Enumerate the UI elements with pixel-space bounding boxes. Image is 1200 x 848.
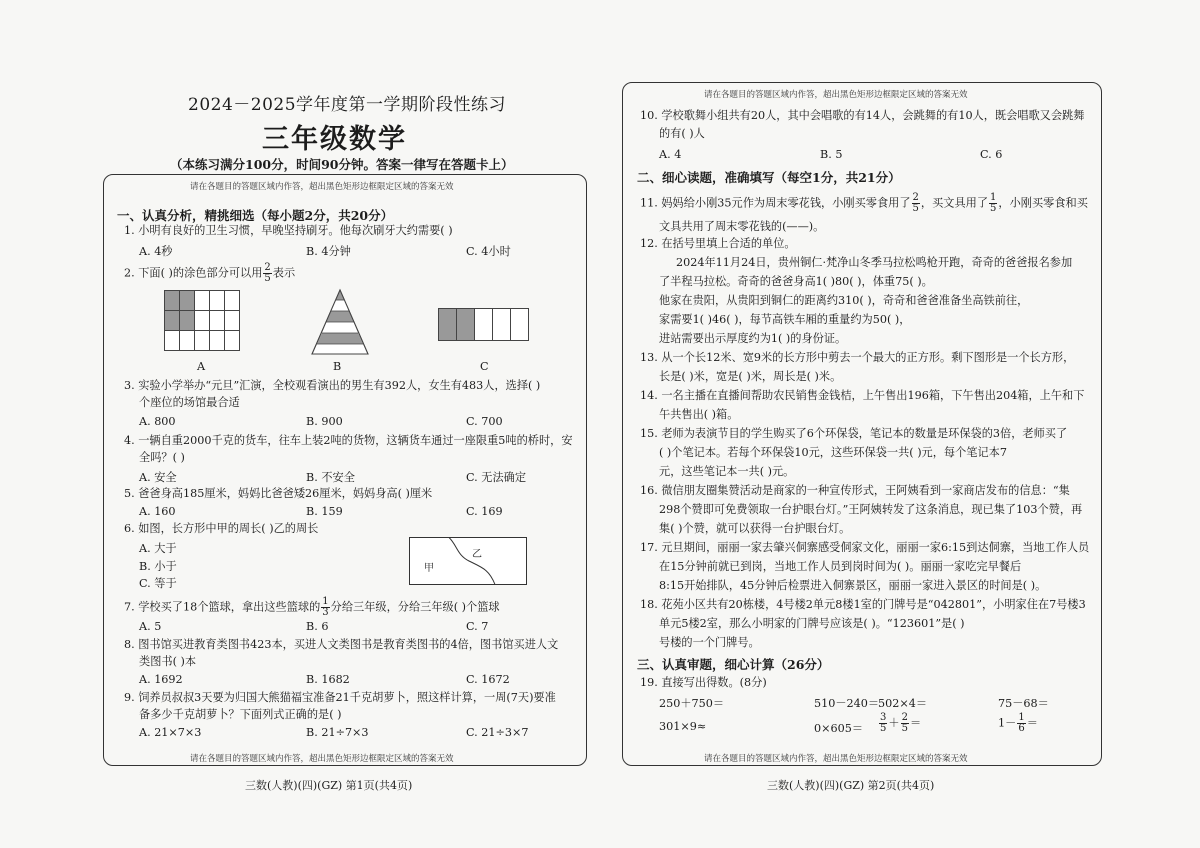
question-8-line2: 类图书( )本	[139, 655, 197, 668]
calc7-b-numerator: 2	[901, 712, 908, 723]
question-10-line1: 10. 学校歌舞小组共有20人，其中会唱歌的有14人，会跳舞的有10人，既会唱歌又会跳舞	[640, 109, 1085, 122]
q7-frac-numerator: 1	[322, 596, 329, 607]
question-11-line1	[640, 193, 1088, 214]
page2-footer: 三数(人教)(四)(GZ) 第2页(共4页)	[767, 779, 935, 792]
q2-frac-denominator: 5	[264, 273, 271, 284]
question-12-line1: 12. 在括号里填上合适的单位。	[640, 237, 796, 250]
q2-label-a: A	[197, 360, 206, 373]
calc7-frac-b	[901, 713, 909, 734]
q2-frac-numerator: 2	[264, 262, 271, 273]
question-7	[124, 597, 500, 618]
question-6: 6. 如图，长方形中甲的周长( )乙的周长	[124, 522, 319, 535]
question-3-line1: 3. 实验小学举办“元旦”汇演，全校观看演出的男生有392人，女生有483人，选择( )	[124, 379, 541, 392]
q11-text-mid: ，买文具用了	[920, 196, 989, 210]
q4-option-a: A. 安全	[139, 471, 177, 484]
calc7-a-numerator: 3	[880, 712, 887, 723]
question-11-line2: 文具共用了周末零花钱的(——)。	[659, 220, 825, 233]
q7-option-b: B. 6	[306, 620, 329, 633]
q6-label-jia: 甲	[424, 563, 434, 574]
section3-heading: 三、认真审题，细心计算（26分）	[637, 657, 830, 672]
q2-label-b: B	[333, 360, 342, 373]
question-14-line1: 14. 一名主播在直播间帮助农民销售金钱桔，上午售出196箱，下午售出204箱，上午和下	[640, 389, 1085, 402]
exam-instructions: （本练习满分100分，时间90分钟。答案一律写在答题卡上）	[170, 157, 514, 172]
question-12-line6: 进站需要出示厚度约为1( )的身份证。	[659, 332, 847, 345]
question-4-line1: 4. 一辆自重2000千克的货车，往车上装2吨的货物，这辆货车通过一座限重5吨的桥时，安	[124, 434, 573, 447]
question-14-line2: 午共售出( )箱。	[659, 408, 739, 421]
question-13-line2: 长是( )米，宽是( )米，周长是( )米。	[659, 370, 842, 383]
question-15-line1: 15. 老师为表演节目的学生购买了6个环保袋，笔记本的数量是环保袋的3倍，老师买了	[640, 427, 1068, 440]
question-3-line2: 个座位的场馆最合适	[139, 396, 240, 409]
q1-option-c: C. 4小时	[466, 245, 511, 258]
calc-6: 0×605＝	[814, 722, 864, 735]
question-18-line3: 号楼的一个门牌号。	[659, 636, 760, 649]
question-8-line1: 8. 图书馆买进教育类图书423本，买进人文类图书是教育类图书的4倍，图书馆买进人文	[124, 638, 559, 651]
calc-4: 75－68＝	[998, 697, 1049, 710]
calc-8: 1－ $\frac{1}{6}$ ＝	[998, 712, 1038, 734]
calc-3: 502×4＝	[878, 697, 928, 710]
exam-year-title: 2024－2025学年度第一学期阶段性练习	[188, 95, 507, 115]
q7-option-c: C. 7	[466, 620, 489, 633]
calc7-frac-a	[879, 713, 887, 734]
page1-footer: 三数(人教)(四)(GZ) 第1页(共4页)	[245, 779, 413, 792]
calc8-fraction	[1017, 713, 1025, 734]
calc-2: 510－240＝	[814, 697, 880, 710]
q9-option-b: B. 21÷7×3	[306, 726, 369, 739]
question-16-line3: 集( )个赞，就可以获得一台护眼台灯。	[659, 522, 851, 535]
q10-option-a: A. 4	[659, 148, 682, 161]
q2-fraction	[263, 263, 271, 284]
calc8-prefix: 1－	[998, 716, 1017, 730]
q8-option-a: A. 1692	[139, 673, 183, 686]
calc-1: 250＋750＝	[659, 697, 725, 710]
calc-5: 301×9≈	[659, 720, 707, 733]
question-15-line2: ( )个笔记本。若每个环保袋10元，这些环保袋一共( )元，每个笔记本7	[659, 446, 1007, 459]
q7-text: 7. 学校买了18个篮球，拿出这些篮球的	[124, 600, 321, 614]
q11-text: 11. 妈妈给小刚35元作为周末零花钱，小刚买零食用了	[640, 196, 911, 210]
calc8-numerator: 1	[1018, 712, 1025, 723]
q8-option-b: B. 1682	[306, 673, 350, 686]
question-18-line1: 18. 花苑小区共有20栋楼，4号楼2单元8楼1室的门牌号是“042801”，小明家住在7号楼3	[640, 598, 1086, 611]
exam-subject-title: 三年级数学	[262, 124, 407, 155]
q11-frac2-denominator: 5	[990, 203, 997, 214]
q5-option-a: A. 160	[139, 505, 176, 518]
question-5: 5. 爸爸身高185厘米，妈妈比爸爸矮26厘米，妈妈身高( )厘米	[124, 487, 433, 500]
q10-option-c: C. 6	[980, 148, 1003, 161]
q5-option-b: B. 159	[306, 505, 343, 518]
question-9-line1: 9. 饲养员叔叔3天要为归国大熊猫福宝准备21千克胡萝卜，照这样计算，一周(7天)要准	[124, 691, 556, 704]
question-13-line1: 13. 从一个长12米、宽9米的长方形中剪去一个最大的正方形。剩下图形是一个长方形，	[640, 351, 1075, 364]
question-17-line2: 在15分钟前就已到岗，当地工作人员到岗时间为( )。丽丽一家吃完早餐后	[659, 560, 1022, 573]
q1-option-a: A. 4秒	[139, 245, 173, 258]
q6-option-c: C. 等于	[139, 577, 177, 590]
q11-fraction-1	[912, 193, 920, 214]
question-2	[124, 263, 295, 284]
calc7-b-denominator: 5	[901, 723, 908, 734]
question-17-line3: 8:15开始排队，45分钟后检票进入侗寨景区，丽丽一家进入景区的时间是( )。	[659, 579, 1047, 592]
q4-option-b: B. 不安全	[306, 471, 355, 484]
section1-heading: 一、认真分析，精挑细选（每小题2分，共20分）	[117, 208, 394, 223]
q11-frac1-denominator: 5	[912, 203, 919, 214]
q9-option-c: C. 21÷3×7	[466, 726, 529, 739]
question-1: 1. 小明有良好的卫生习惯，早晚坚持刷牙。他每次刷牙大约需要( )	[124, 224, 453, 237]
q5-option-c: C. 169	[466, 505, 503, 518]
calc7-a-denominator: 5	[880, 723, 887, 734]
q7-frac-denominator: 3	[322, 607, 329, 618]
question-15-line3: 元，这些笔记本一共( )元。	[659, 465, 795, 478]
q11-text-end: ，小刚买零食和买	[998, 196, 1088, 210]
q2-figure-b-triangle	[310, 288, 370, 356]
question-12-line4: 他家在贵阳，从贵阳到铜仁的距离约310( )，奇奇和爸爸准备坐高铁前往，	[659, 294, 1029, 307]
q9-option-a: A. 21×7×3	[139, 726, 202, 739]
answer-area-notice-bottom: 请在各题目的答题区域内作答，超出黑色矩形边框限定区域的答案无效	[190, 754, 454, 764]
question-18-line2: 单元5楼2室，那么小明家的门牌号应该是( )。“123601”是( )	[659, 617, 965, 630]
section2-heading: 二、细心读题，准确填写（每空1分，共21分）	[637, 170, 901, 185]
q11-fraction-2	[989, 193, 997, 214]
calc8-denominator: 6	[1018, 723, 1025, 734]
q6-label-yi: 乙	[472, 549, 482, 560]
calc-7: $\frac{3}{5}$ ＋ $\frac{2}{5}$ ＝	[880, 712, 922, 734]
q6-option-a: A. 大于	[139, 542, 177, 555]
question-17-line1: 17. 元旦期间，丽丽一家去肇兴侗寨感受侗家文化，丽丽一家6:15到达侗寨，当地工作人员	[640, 541, 1090, 554]
question-16-line2: 298个赞即可免费领取一台护眼台灯。”王阿姨转发了这条消息，现已集了103个赞，再	[659, 503, 1083, 516]
q6-option-b: B. 小于	[139, 560, 177, 573]
question-4-line2: 全吗？( )	[139, 451, 185, 464]
q2-text-end: 表示	[272, 266, 296, 280]
question-9-line2: 备多少千克胡萝卜？下面列式正确的是( )	[139, 708, 342, 721]
question-12-line5: 家需要1( )46( )，每节高铁车厢的重量约为50( )，	[659, 313, 911, 326]
q7-fraction	[321, 597, 329, 618]
q7-text-end: 分给三年级，分给三年级( )个篮球	[330, 600, 500, 614]
q3-option-b: B. 900	[306, 415, 343, 428]
q3-option-c: C. 700	[466, 415, 503, 428]
q2-figure-a-grid	[164, 290, 242, 353]
question-10-line2: 的有( )人	[659, 127, 705, 140]
q7-option-a: A. 5	[139, 620, 162, 633]
q2-text: 2. 下面( )的涂色部分可以用	[124, 266, 263, 280]
answer-area-notice-2-bottom: 请在各题目的答题区域内作答，超出黑色矩形边框限定区域的答案无效	[704, 754, 968, 764]
answer-area-notice-2: 请在各题目的答题区域内作答，超出黑色矩形边框限定区域的答案无效	[704, 90, 968, 100]
q4-option-c: C. 无法确定	[466, 471, 527, 484]
q2-figure-c-strip	[438, 308, 530, 342]
q3-option-a: A. 800	[139, 415, 176, 428]
q11-frac2-numerator: 1	[990, 192, 997, 203]
q8-option-c: C. 1672	[466, 673, 510, 686]
answer-area-notice: 请在各题目的答题区域内作答，超出黑色矩形边框限定区域的答案无效	[190, 182, 454, 192]
question-12-line3: 了半程马拉松。奇奇的爸爸身高1( )80( )，体重75( )。	[659, 275, 933, 288]
q11-frac1-numerator: 2	[912, 192, 919, 203]
question-12-line2: 2024年11月24日，贵州铜仁·梵净山冬季马拉松鸣枪开跑，奇奇的爸爸报名参加	[676, 256, 1073, 269]
q10-option-b: B. 5	[820, 148, 843, 161]
q2-label-c: C	[480, 360, 489, 373]
question-19-title: 19. 直接写出得数。(8分)	[640, 676, 767, 689]
q1-option-b: B. 4分钟	[306, 245, 351, 258]
question-16-line1: 16. 微信朋友圈集赞活动是商家的一种宣传形式，王阿姨看到一家商店发布的信息：“集	[640, 484, 1070, 497]
